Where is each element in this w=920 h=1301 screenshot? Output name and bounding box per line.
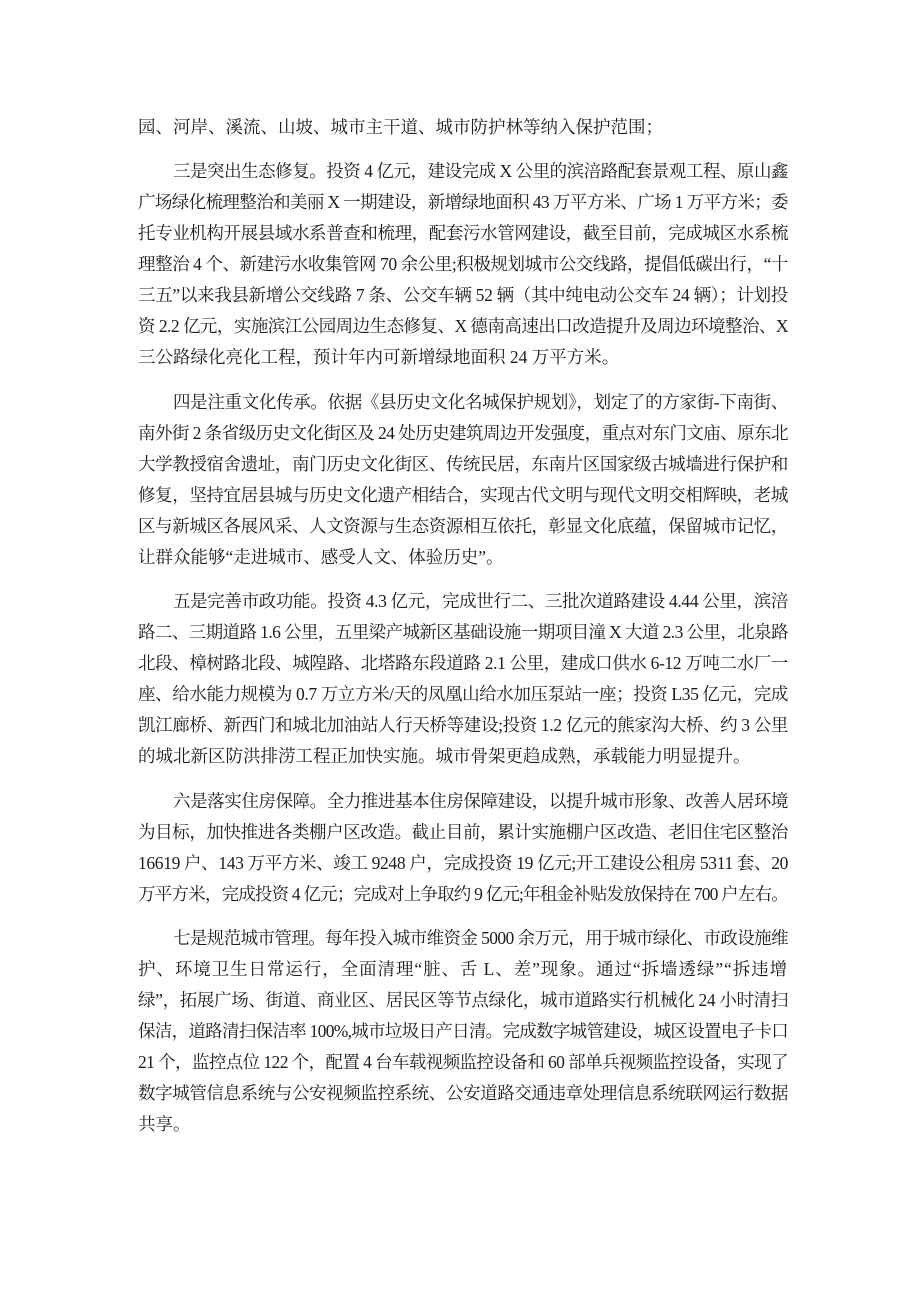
paragraph-ecological-restoration <box>138 156 788 373</box>
text-line: 理整治 4 个、新建污水收集管网 70 余公里;积极规划城市公交线路，提倡低碳出行，“十 <box>138 254 788 274</box>
paragraph-continuation <box>138 112 788 143</box>
text-line: 路二、三期道路 1.6 公里，五里梁产城新区基础设施一期项目潼 X 大道 2.3 公里，北泉路 <box>138 622 788 642</box>
paragraph-municipal-functions <box>138 586 788 772</box>
text-line: 共享。 <box>138 1114 191 1134</box>
text-line: 修复，坚持宜居县城与历史文化遗产相结合，实现古代文明与现代文明交相辉映，老城 <box>138 484 788 505</box>
text-line: 让群众能够“走进城市、感受人文、体验历史”。 <box>138 546 504 567</box>
text-line: 区与新城区各展风采、人文资源与生态资源相互依托，彰显文化底蕴，保留城市记忆， <box>138 515 788 536</box>
text-line: 四是注重文化传承。依据《县历史文化名城保护规划》，划定了的方家街-下南街、 <box>173 391 788 412</box>
text-line: 绿”，拓展广场、街道、商业区、居民区等节点绿化，城市道路实行机械化 24 小时清扫 <box>138 990 788 1010</box>
text-line: 六是落实住房保障。全力推进基本住房保障建设，以提升城市形象、改善人居环境 <box>173 790 788 811</box>
paragraph-cultural-heritage <box>138 387 788 573</box>
text-line: 数字城管信息系统与公安视频监控系统、公安道路交通违章处理信息系统联网运行数据 <box>138 1083 788 1103</box>
text-line: 大学教授宿舍遗址，南门历史文化街区、传统民居，东南片区国家级古城墙进行保护和 <box>138 453 788 474</box>
text-line: 16619 户、143 万平方米、竣工 9248 户，完成投资 19 亿元;开工建设公租房 5311 套、20 <box>138 852 788 873</box>
text-line: 护、环境卫生日常运行，全面清理“脏、舌 L、差”现象。通过“拆墙透绿”“拆违增 <box>138 959 788 979</box>
text-line: 托专业机构开展县域水系普查和梳理，配套污水管网建设，截至目前，完成城区水系梳 <box>138 223 788 243</box>
text-line: 北段、樟树路北段、城隍路、北塔路东段道路 2.1 公里，建成口供水 6-12 万吨二水厂一 <box>138 653 788 673</box>
text-line: 园、河岸、溪流、山坡、城市主干道、城市防护林等纳入保护范围； <box>138 116 663 137</box>
text-line: 三公路绿化亮化工程，预计年内可新增绿地面积 24 万平方米。 <box>138 347 620 367</box>
text-line: 资 2.2 亿元，实施滨江公园周边生态修复、X 德南高速出口改造提升及周边环境整治、X <box>138 316 788 336</box>
text-line: 万平方米，完成投资 4 亿元；完成对上争取约 9 亿元;年租金补贴发放保持在 700 户左右。 <box>138 883 789 904</box>
text-line: 南外街 2 条省级历史文化街区及 24 处历史建筑周边开发强度，重点对东门文庙、原东北 <box>138 422 788 443</box>
document-body <box>138 112 788 1141</box>
text-line: 座、给水能力规模为 0.7 万立方米/天的凤凰山给水加压泵站一座；投资 L35 亿元，完成 <box>138 684 788 704</box>
text-line: 三是突出生态修复。投资 4 亿元，建设完成 X 公里的滨涪路配套景观工程、原山鑫 <box>173 161 788 181</box>
text-line: 保洁，道路清扫保洁率 100%,城市垃圾日产日清。完成数字城管建设，城区设置电子卡口 <box>138 1021 788 1041</box>
paragraph-urban-management <box>138 923 788 1140</box>
text-line: 七是规范城市管理。每年投入城市维资金 5000 余万元，用于城市绿化、市政设施维 <box>173 928 788 948</box>
text-line: 凯江廊桥、新西门和城北加油站人行天桥等建设;投资 1.2 亿元的熊家沟大桥、约 3 公里 <box>138 715 789 735</box>
text-line: 广场绿化梳理整治和美丽 X 一期建设，新增绿地面积 43 万平方米、广场 1 万平方米；委 <box>138 192 788 212</box>
text-line: 21 个，监控点位 122 个，配置 4 台车载视频监控设备和 60 部单兵视频监控设备，实现了 <box>138 1052 788 1072</box>
text-line: 为目标，加快推进各类棚户区改造。截止目前，累计实施棚户区改造、老旧住宅区整治 <box>138 821 788 842</box>
paragraph-housing-security <box>138 786 788 910</box>
text-line: 三五”以来我县新增公交线路 7 条、公交车辆 52 辆（其中纯电动公交车 24 辆）；计划投 <box>138 285 788 305</box>
text-line: 五是完善市政功能。投资 4.3 亿元，完成世行二、三批次道路建设 4.44 公里，滨涪 <box>173 591 788 611</box>
text-line: 的城北新区防洪排涝工程正加快实施。城市骨架更趋成熟，承载能力明显提升。 <box>138 746 751 766</box>
